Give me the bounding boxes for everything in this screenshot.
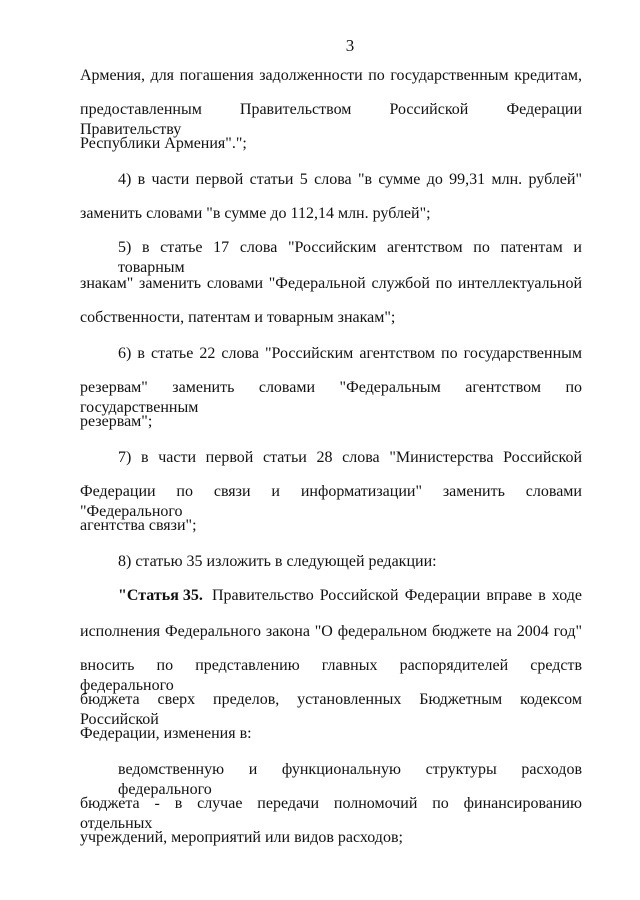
- text-line: 4) в части первой статьи 5 слова "в сумме до 99,31 млн. рублей": [118, 171, 582, 188]
- text-line: собственности, патентам и товарным знакам";: [80, 309, 396, 326]
- text-line: 6) в статье 22 слова "Российским агентством по государственным: [118, 345, 582, 362]
- text-line: резервам";: [80, 413, 153, 430]
- text-line: 8) статью 35 изложить в следующей редакции:: [118, 553, 437, 570]
- text-line: знакам" заменить словами "Федеральной службой по интеллектуальной: [80, 275, 582, 292]
- text-line: ведомственную и функциональную структуры расходов федерального: [118, 761, 582, 798]
- article-heading: [118, 586, 203, 606]
- text-line: вносить по представлению главных распорядителей средств федерального: [80, 657, 582, 694]
- text-line: бюджета - в случае передачи полномочий по финансированию отдельных: [80, 795, 582, 832]
- page-number: 3: [345, 36, 355, 55]
- text-line: исполнения Федерального закона "О федеральном бюджете на 2004 год": [80, 623, 582, 640]
- text-line: Правительство Российской Федерации вправе в ходе: [212, 587, 582, 604]
- text-line: предоставленным Правительством Российской Федерации Правительству: [80, 101, 582, 138]
- text-line: Федерации по связи и информатизации" заменить словами "Федерального: [80, 483, 582, 520]
- text-line: Армения, для погашения задолженности по государственным кредитам,: [80, 67, 582, 84]
- text-line: агентства связи";: [80, 517, 197, 534]
- article-title: "Статья 35.: [118, 587, 203, 604]
- text-line: 7) в части первой статьи 28 слова "Министерства Российской: [118, 449, 582, 466]
- text-line: Федерации, изменения в:: [80, 725, 252, 742]
- text-line: резервам" заменить словами "Федеральным агентством по государственным: [80, 379, 582, 416]
- text-line: бюджета сверх пределов, установленных Бюджетным кодексом Российской: [80, 691, 582, 728]
- text-line: учреждений, мероприятий или видов расходов;: [80, 829, 403, 846]
- text-line: 5) в статье 17 слова "Российским агентством по патентам и товарным: [118, 239, 582, 276]
- text-line: заменить словами "в сумме до 112,14 млн. рублей";: [80, 205, 431, 222]
- text-line: Республики Армения".";: [80, 135, 247, 152]
